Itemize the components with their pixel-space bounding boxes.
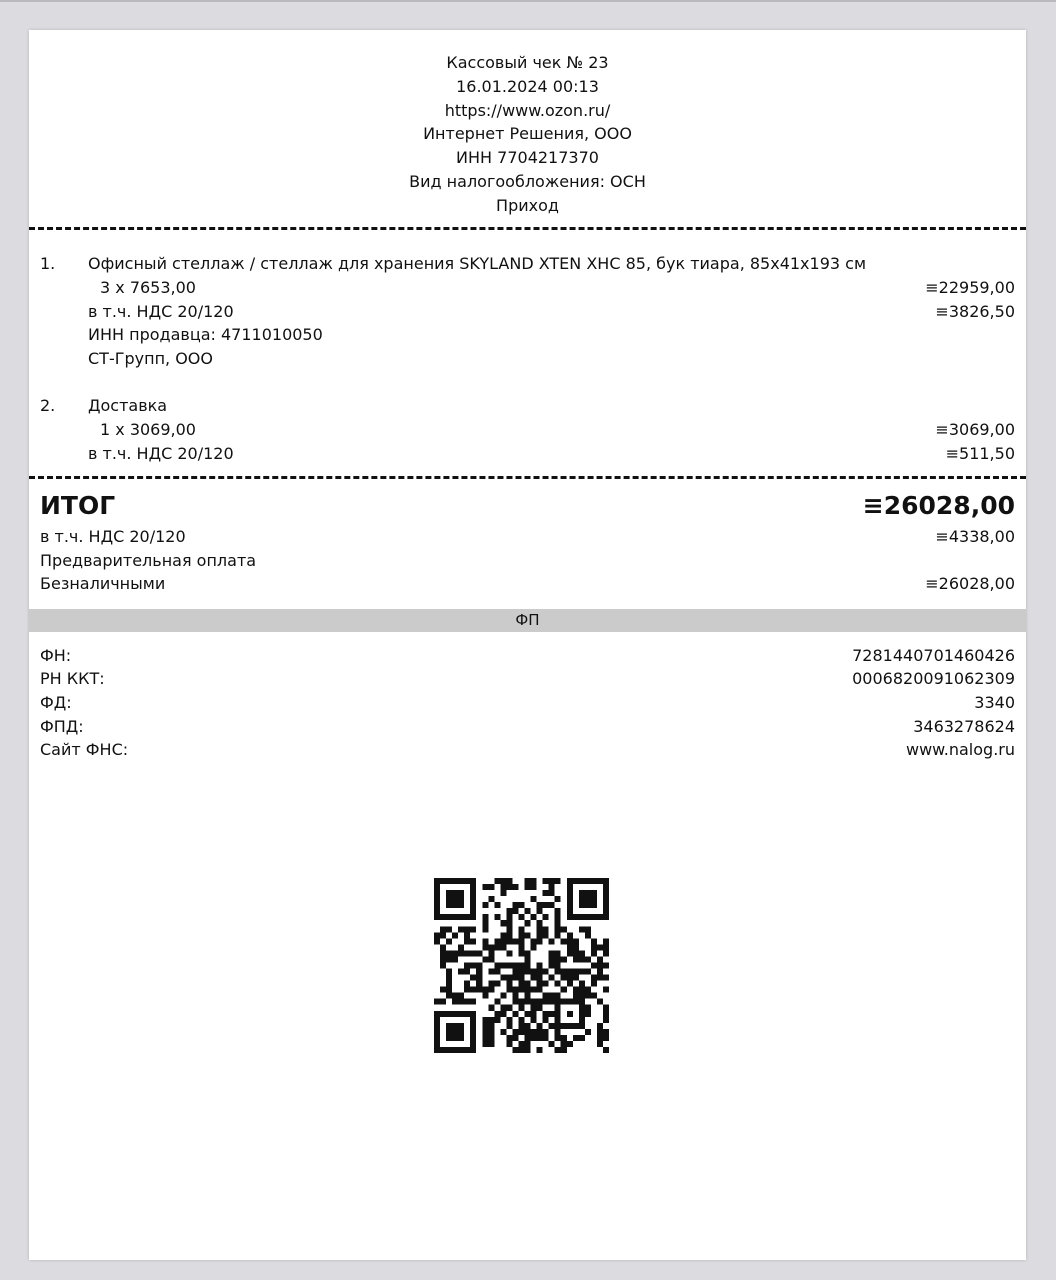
item-name-row xyxy=(88,394,1015,418)
item-name-row xyxy=(88,252,1015,276)
fiscal-value: 3340 xyxy=(974,693,1015,712)
fiscal-value: 3463278624 xyxy=(913,717,1015,736)
fiscal-row xyxy=(40,738,1015,762)
item-number: 2. xyxy=(40,396,56,415)
qr-code-icon xyxy=(434,878,609,1053)
item-vat-amount: ≡3826,50 xyxy=(935,302,1015,321)
item-vat-row xyxy=(88,300,1015,324)
cashless-row xyxy=(40,572,1015,596)
item-amount: ≡3069,00 xyxy=(935,420,1015,439)
prepayment-row xyxy=(40,549,1015,573)
fiscal-label: РН ККТ: xyxy=(40,669,105,688)
fiscal-row xyxy=(40,667,1015,691)
item-vat-label: в т.ч. НДС 20/120 xyxy=(88,444,234,463)
seller-inn-row xyxy=(88,323,1015,347)
item-name: Доставка xyxy=(88,396,168,415)
item-qty-price: 3 x 7653,00 xyxy=(100,278,196,297)
fiscal-label: ФН: xyxy=(40,646,72,665)
item-amount: ≡22959,00 xyxy=(925,278,1015,297)
receipt-header xyxy=(29,51,1026,218)
item-amount-row xyxy=(40,418,1015,442)
fiscal-row xyxy=(40,644,1015,668)
company-name: Интернет Решения, ООО xyxy=(423,124,632,144)
check-number: Кассовый чек № 23 xyxy=(446,53,609,72)
prepayment-label: Предварительная оплата xyxy=(40,551,257,570)
item-number: 1. xyxy=(40,254,56,273)
fiscal-label: ФД: xyxy=(40,693,72,712)
check-datetime: 16.01.2024 00:13 xyxy=(456,76,599,96)
fiscal-value: 7281440701460426 xyxy=(852,646,1015,665)
fiscal-label: Сайт ФНС: xyxy=(40,740,129,759)
window-top-edge xyxy=(0,0,1056,2)
seller-name: СТ-Групп, ООО xyxy=(88,349,213,368)
company-inn: ИНН 7704217370 xyxy=(456,148,599,168)
fiscal-value: 0006820091062309 xyxy=(852,669,1015,688)
fiscal-row xyxy=(40,691,1015,715)
fiscal-value[interactable]: www.nalog.ru xyxy=(905,740,1015,759)
divider xyxy=(29,227,1026,230)
total-row xyxy=(40,489,1015,523)
item-vat-label: в т.ч. НДС 20/120 xyxy=(88,302,234,321)
seller-inn: ИНН продавца: 4711010050 xyxy=(88,325,323,344)
cashless-amount: ≡26028,00 xyxy=(925,574,1015,593)
item-vat-amount: ≡511,50 xyxy=(945,444,1015,463)
divider xyxy=(29,476,1026,479)
item-vat-row xyxy=(88,442,1015,466)
fiscal-label: ФПД: xyxy=(40,717,84,736)
tax-system: Вид налогообложения: ОСН xyxy=(409,171,646,191)
fiscal-band: ФП xyxy=(29,609,1026,632)
operation-type: Приход xyxy=(496,195,559,215)
total-label: ИТОГ xyxy=(40,491,116,520)
item-qty-price: 1 x 3069,00 xyxy=(100,420,196,439)
site-url[interactable]: https://www.ozon.ru/ xyxy=(444,100,611,120)
seller-name-row xyxy=(88,347,1015,371)
item-amount-row xyxy=(40,276,1015,300)
total-vat-amount: ≡4338,00 xyxy=(935,527,1015,546)
fiscal-row xyxy=(40,715,1015,739)
total-vat-label: в т.ч. НДС 20/120 xyxy=(40,527,186,546)
cashless-label: Безналичными xyxy=(40,574,166,593)
total-vat-row xyxy=(40,525,1015,549)
receipt-page xyxy=(29,30,1026,1260)
item-name: Офисный стеллаж / стеллаж для хранения SKYLAND XTEN XHC 85, бук тиара, 85x41x193 см xyxy=(88,254,867,273)
total-amount: ≡26028,00 xyxy=(862,491,1015,520)
